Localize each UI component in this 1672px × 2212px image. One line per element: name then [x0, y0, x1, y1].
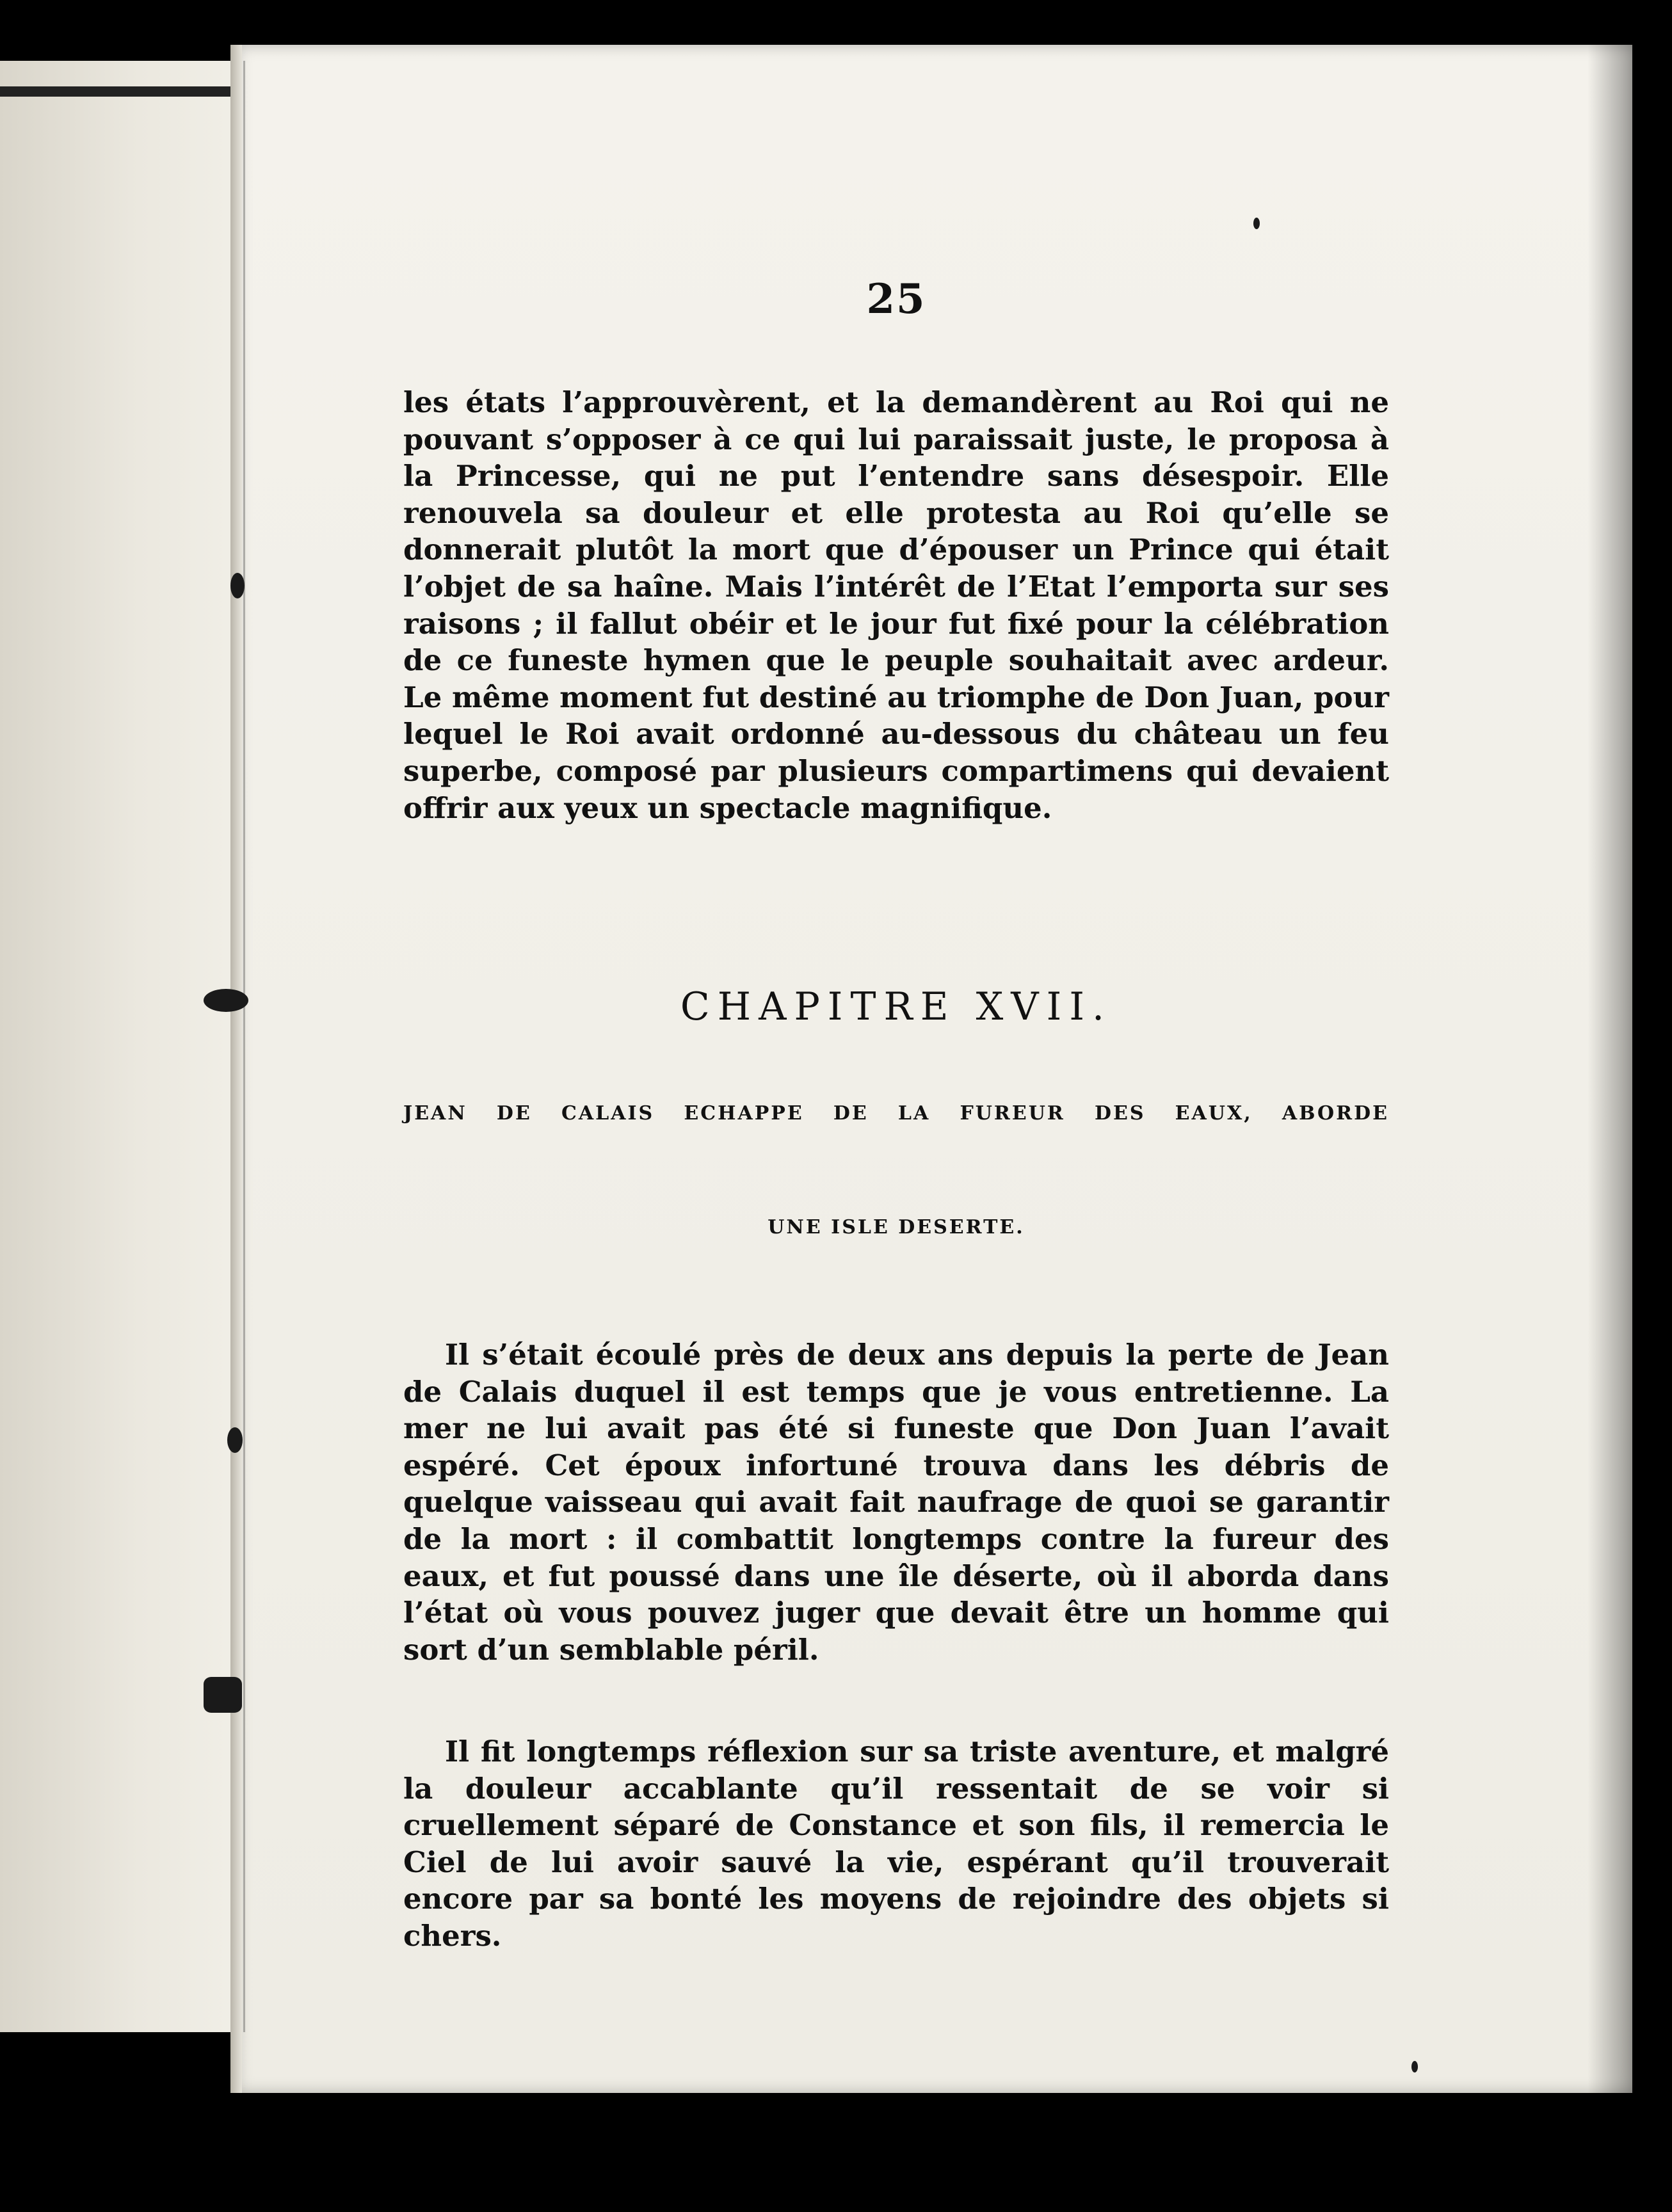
binding-hole-mark — [230, 573, 245, 598]
paragraph-2: Il s’était écoulé près de deux ans depuis la perte de Jean de Calais duquel il est temps que je vous entretienne. La mer ne lui avait pas été si funeste que Don Juan l’avait espéré. Cet époux infortuné trouva dans les débris de quelque vaisseau qui avait fait naufrage de quoi se garantir de la mort : il combattit longtemps contre la fureur des eaux, et fut poussé dans une île déserte, où il aborda dans l’état où vous pouvez juger que devait être un homme qui sort d’un semblable péril. — [403, 1338, 1389, 1667]
page-edge-line — [0, 86, 230, 97]
previous-page-edge — [0, 61, 230, 2032]
page-gutter — [230, 45, 242, 2093]
binding-line — [243, 61, 245, 2032]
page-shadow — [1588, 45, 1632, 2093]
binding-hole-mark — [204, 989, 248, 1012]
speck-mark — [1253, 218, 1260, 229]
chapter-title: CHAPITRE XVII. — [680, 984, 1113, 1029]
speck-mark — [1411, 2061, 1418, 2072]
chapter-subtitle-line-2: UNE ISLE DESERTE. — [768, 1216, 1025, 1238]
book-page — [230, 45, 1632, 2093]
binding-hole-mark — [204, 1677, 242, 1713]
binding-hole-mark — [227, 1427, 243, 1453]
page-number: 25 — [866, 275, 926, 323]
paragraph-1: les états l’approuvèrent, et la demandèrent au Roi qui ne pouvant s’opposer à ce qui lui paraissait juste, le proposa à la Princesse, qui ne put l’entendre sans désespoir. Elle renouvela sa douleur et elle protesta au Roi qu’elle se donnerait plutôt la mort que d’épouser un Prince qui était l’objet de sa haîne. Mais l’intérêt de l’Etat l’emporta sur ses raisons ; il fallut obéir et le jour fut fixé pour la célébration de ce funeste hymen que le peuple souhaitait avec ardeur. Le même moment fut destiné au triomphe de Don Juan, pour lequel le Roi avait ordonné au-dessous du château un feu superbe, composé par plusieurs compartimens qui devaient offrir aux yeux un spectacle magnifique. — [403, 385, 1389, 825]
chapter-subtitle-line-1: JEAN DE CALAIS ECHAPPE DE LA FUREUR DES EAUX, ABORDE — [403, 1102, 1389, 1125]
paragraph-3: Il fit longtemps réflexion sur sa triste aventure, et malgré la douleur accablante qu’il ressentait de se voir si cruellement séparé de Constance et son fils, il remercia le Ciel de lui avoir sauvé la vie, espérant qu’il trouverait encore par sa bonté les moyens de rejoindre des objets si chers. — [403, 1735, 1389, 1953]
